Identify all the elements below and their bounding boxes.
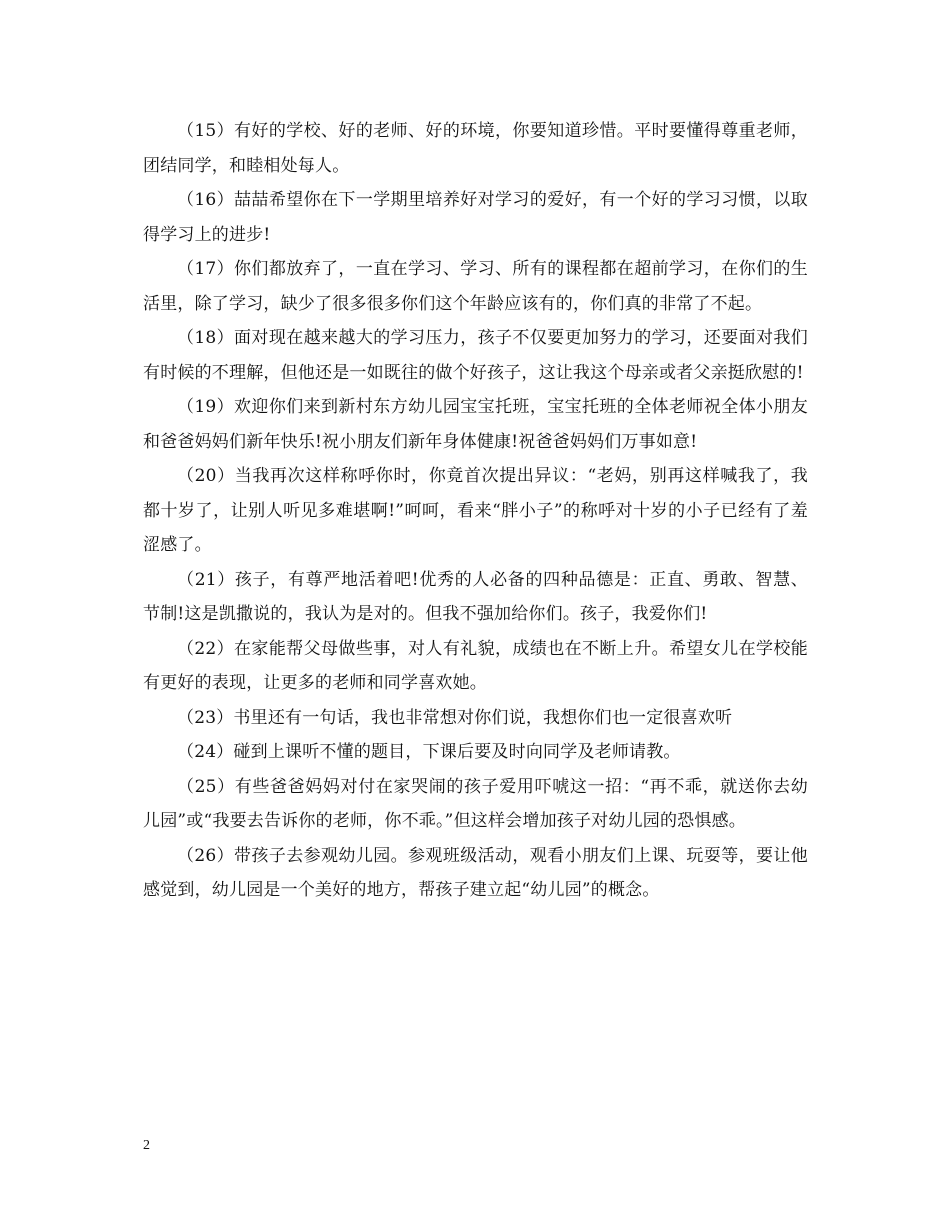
- page-number: 2: [143, 1138, 150, 1153]
- paragraph-22: （22）在家能帮父母做些事，对人有礼貌，成绩也在不断上升。希望女儿在学校能有更好的表现，让更多的老师和同学喜欢她。: [143, 638, 808, 693]
- paragraph-24: （24）碰到上课听不懂的题目，下课后要及时向同学及老师请教。: [177, 742, 681, 762]
- paragraph-17: （17）你们都放弃了，一直在学习、学习、所有的课程都在超前学习，在你们的生活里，除了学习，缺少了很多很多你们这个年龄应该有的，你们真的非常了不起。: [143, 259, 808, 314]
- paragraph-18: （18）面对现在越来越大的学习压力，孩子不仅要更加努力的学习，还要面对我们有时候的不理解，但他还是一如既往的做个好孩子，这让我这个母亲或者父亲挺欣慰的!: [143, 328, 808, 383]
- paragraph-21: （21）孩子，有尊严地活着吧!优秀的人必备的四种品德是：正直、勇敢、智慧、节制!这是凯撒说的，我认为是对的。但我不强加给你们。孩子，我爱你们!: [143, 569, 808, 624]
- paragraph-19: （19）欢迎你们来到新村东方幼儿园宝宝托班，宝宝托班的全体老师祝全体小朋友和爸爸妈妈们新年快乐!祝小朋友们新年身体健康!祝爸爸妈妈们万事如意!: [143, 397, 808, 452]
- paragraph-15: （15）有好的学校、好的老师、好的环境，你要知道珍惜。平时要懂得尊重老师，团结同学，和睦相处每人。: [143, 121, 808, 176]
- paragraph-20: （20）当我再次这样称呼你时，你竟首次提出异议：“老妈，别再这样喊我了，我都十岁了，让别人听见多难堪啊!”呵呵，看来“胖小子”的称呼对十岁的小子已经有了羞涩感了。: [143, 466, 808, 555]
- paragraph-25: （25）有些爸爸妈妈对付在家哭闹的孩子爱用吓唬这一招：“再不乖，就送你去幼儿园”或“我要去告诉你的老师，你不乖。”但这样会增加孩子对幼儿园的恐惧感。: [143, 776, 808, 831]
- paragraph-23: （23）书里还有一句话，我也非常想对你们说，我想你们也一定很喜欢听: [177, 707, 733, 728]
- paragraph-26: （26）带孩子去参观幼儿园。参观班级活动，观看小朋友们上课、玩耍等，要让他感觉到，幼儿园是一个美好的地方，帮孩子建立起“幼儿园”的概念。: [143, 845, 808, 900]
- paragraph-16: （16）喆喆希望你在下一学期里培养好对学习的爱好，有一个好的学习习惯，以取得学习上的进步!: [143, 190, 808, 245]
- document-body: [143, 114, 808, 908]
